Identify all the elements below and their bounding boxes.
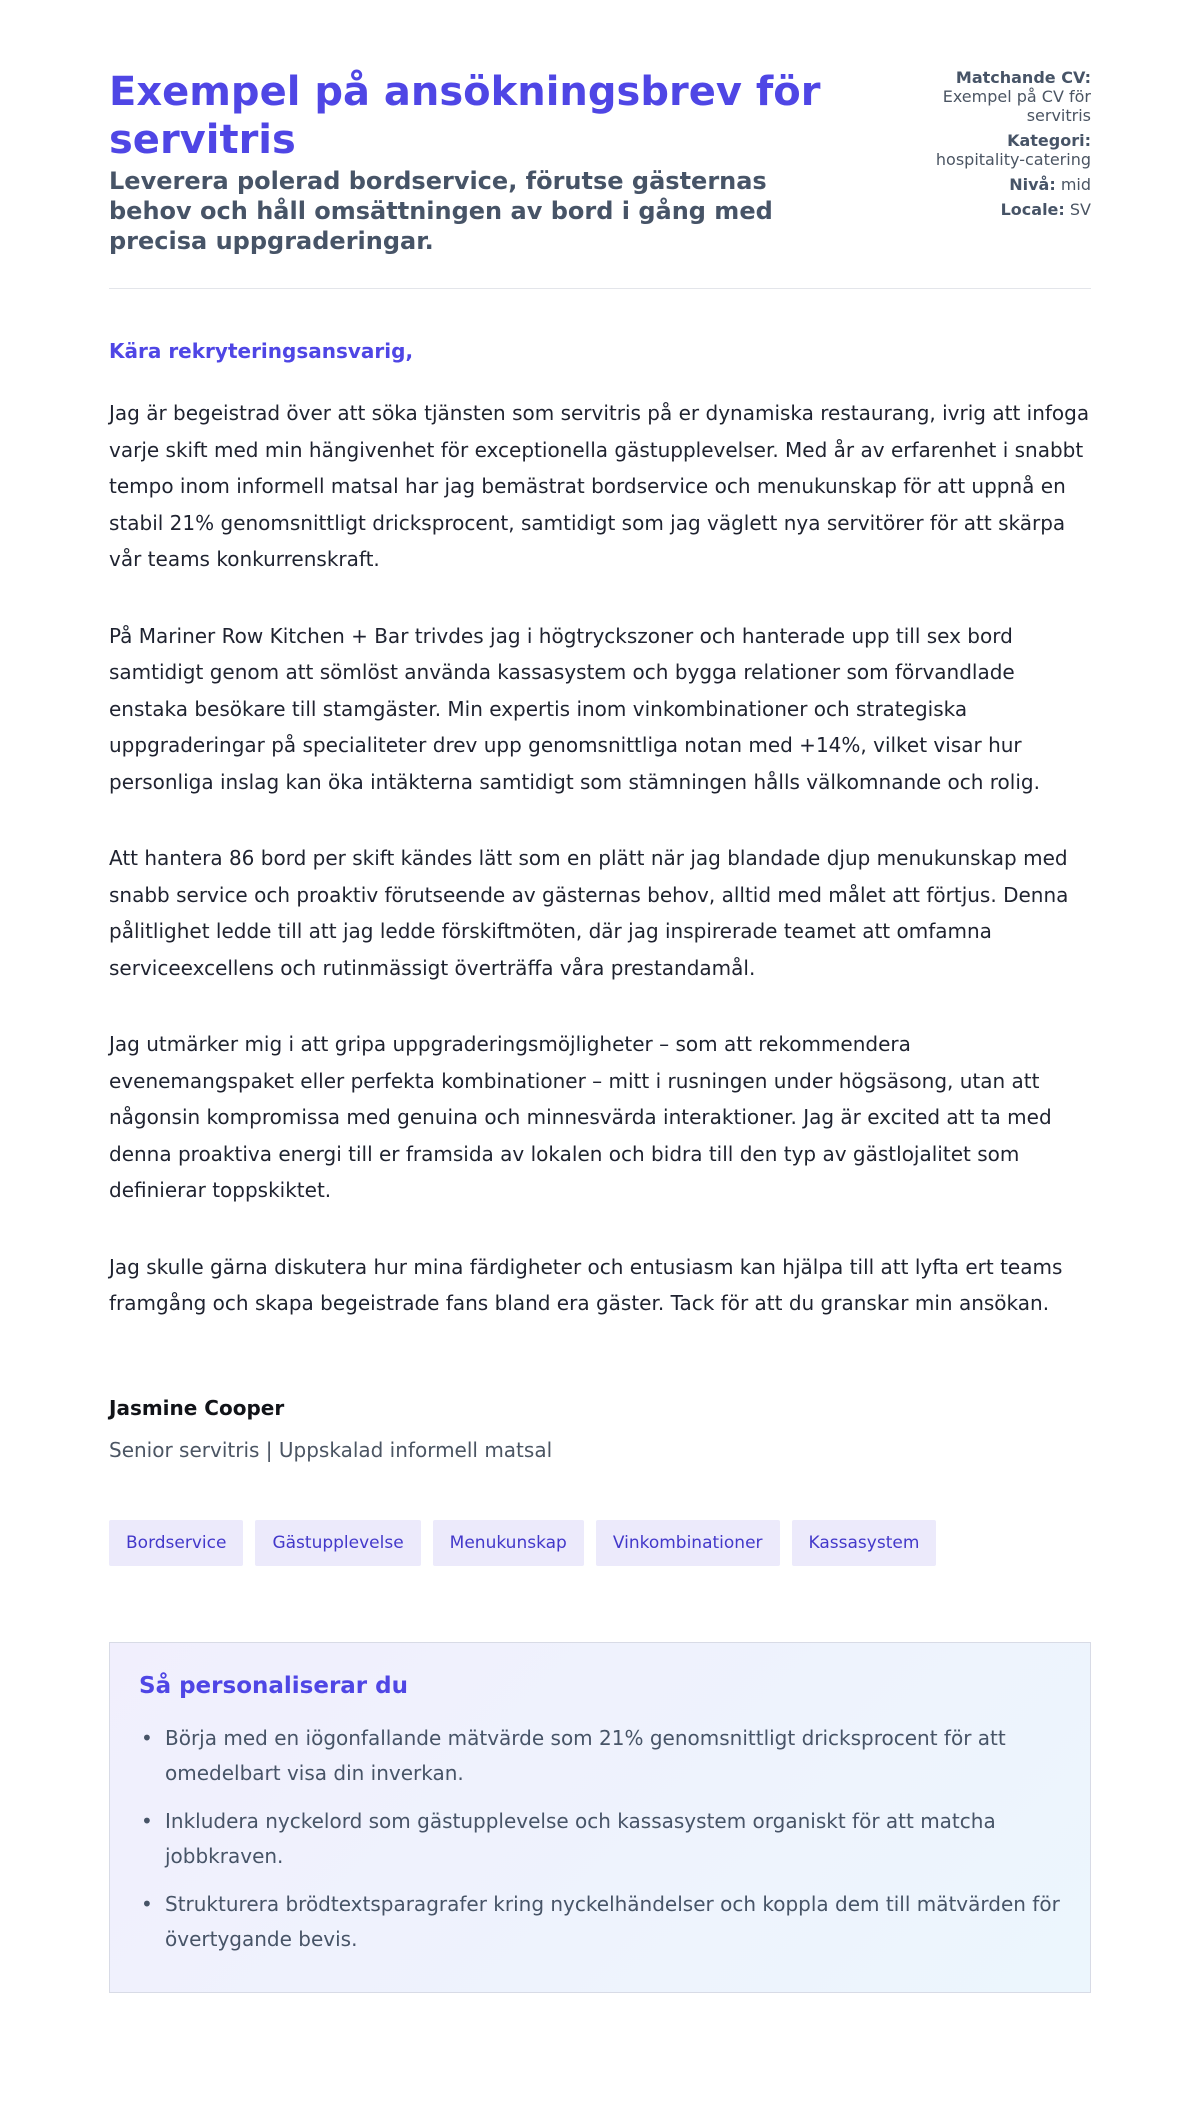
tips-list-item — [139, 1887, 1061, 1958]
meta-locale-label: Locale: — [1000, 200, 1065, 219]
meta-level — [891, 175, 1091, 194]
skill-tag: Kassasystem — [792, 1520, 937, 1566]
meta-level-label: Nivå: — [1009, 175, 1056, 194]
skill-tag: Vinkombinationer — [596, 1520, 780, 1566]
bullet-icon: • — [141, 1891, 153, 1916]
tips-item-text: Börja med en iögonfallande mätvärde som 21% genomsnittligt dricksprocent för att omedelbart visa din inverkan. — [165, 1725, 1006, 1785]
personalization-tips — [109, 1642, 1091, 1993]
tips-list-item — [139, 1721, 1061, 1792]
meta-panel — [891, 68, 1091, 225]
meta-level-value: mid — [1060, 175, 1091, 194]
bullet-icon: • — [141, 1725, 153, 1750]
skill-tag: Gästupplevelse — [255, 1520, 420, 1566]
letter-paragraph: Jag skulle gärna diskutera hur mina färdigheter och entusiasm kan hjälpa till att lyfta ert teams framgång och skapa begeistrade fans bland era gäster. Tack för att du granskar min ansökan. — [109, 1254, 1063, 1315]
signature-name: Jasmine Cooper — [109, 1395, 285, 1420]
meta-locale — [891, 200, 1091, 219]
tips-item-text: Strukturera brödtextsparagrafer kring nyckelhändelser och koppla dem till mätvärden för övertygande bevis. — [165, 1891, 1060, 1951]
meta-matching-cv — [891, 68, 1091, 125]
tips-list — [139, 1721, 1061, 1958]
letter-paragraph: På Mariner Row Kitchen + Bar trivdes jag i högtryckszoner och hanterade upp till sex bord samtidigt genom att sömlöst använda kassasystem och bygga relationer som förvandlade enstaka besökare till stamgäster. Min expertis inom vinkombinationer och strategiska uppgraderingar på specialiteter drev upp genomsnittliga notan med +14%, vilket visar hur personliga inslag kan öka intäkterna samtidigt som stämningen hålls välkomnande och rolig. — [109, 623, 1040, 794]
letter-greeting: Kära rekryteringsansvarig, — [109, 339, 414, 363]
letter-paragraph: Att hantera 86 bord per skift kändes lätt som en plätt när jag blandade djup menukunskap med snabb service och proaktiv förutseende av gästernas behov, alltid med målet att förtjus. Denna pålitlighet ledde till att jag ledde förskiftmöten, där jag inspirerade teamet att omfamna serviceexcellens och rutinmässigt överträffa våra prestandamål. — [109, 846, 1069, 980]
signature-role: Senior servitris | Uppskalad informell matsal — [109, 1437, 553, 1462]
meta-cv-value: Exempel på CV för servitris — [942, 87, 1091, 125]
letter-paragraphs — [109, 395, 1091, 1322]
page-header — [109, 0, 1091, 289]
meta-category — [891, 131, 1091, 169]
page-title: Exempel på ansökningsbrev för servitris — [109, 69, 821, 163]
skill-tag: Bordservice — [109, 1520, 243, 1566]
skill-tags — [109, 1520, 1091, 1566]
bullet-icon: • — [141, 1808, 153, 1833]
meta-category-label: Kategori: — [1007, 131, 1091, 150]
meta-locale-value: SV — [1069, 200, 1091, 219]
letter-paragraph: Jag är begeistrad över att söka tjänsten som servitris på er dynamiska restaurang, ivrig att infoga varje skift med min hängivenhet för exceptionella gästupplevelser. Med år av erfarenhet i snabbt tempo inom informell matsal har jag bemästrat bordservice och menukunskap för att uppnå en stabil 21% genomsnittligt dricksprocent, samtidigt som jag väglett nya servitörer för att skärpa vår teams konkurrenskraft. — [109, 401, 1090, 571]
page-subtitle: Leverera polerad bordservice, förutse gästernas behov och håll omsättningen av bord i gång med precisa uppgraderingar. — [109, 167, 773, 255]
letter-paragraph: Jag utmärker mig i att gripa uppgraderingsmöjligheter – som att rekommendera evenemangspaket eller perfekta kombinationer – mitt i rusningen under högsäsong, utan att någonsin kompromissa med genuina och minnesvärda interaktioner. Jag är excited att ta med denna proaktiva energi till er framsida av lokalen och bidra till den typ av gästlojalitet som definierar toppskiktet. — [109, 1032, 1052, 1202]
tips-list-item — [139, 1804, 1061, 1875]
letter-body — [109, 337, 1091, 1464]
meta-cv-label: Matchande CV: — [955, 68, 1091, 87]
meta-category-value: hospitality-catering — [935, 150, 1091, 169]
skill-tag: Menukunskap — [433, 1520, 584, 1566]
tips-item-text: Inkludera nyckelord som gästupplevelse och kassasystem organiskt för att matcha jobbkraven. — [165, 1808, 996, 1868]
tips-title: Så personaliserar du — [139, 1672, 408, 1699]
